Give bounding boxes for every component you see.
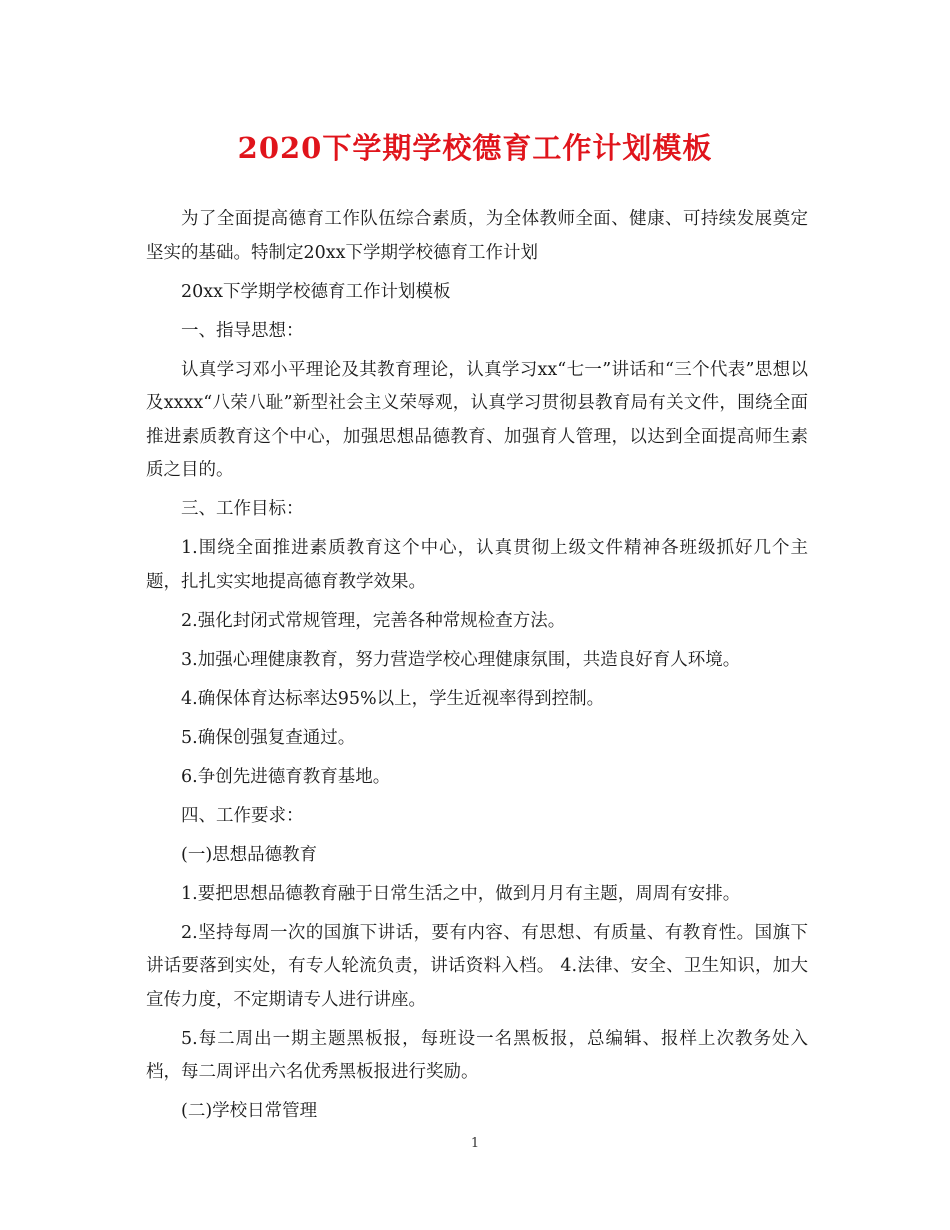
goal-item-4: 4.确保体育达标率达95%以上，学生近视率得到控制。 (181, 688, 605, 709)
page-number: 1 (470, 1136, 480, 1151)
goal-item-3: 3.加强心理健康教育，努力营造学校心理健康氛围，共造良好育人环境。 (181, 649, 741, 670)
document-body (146, 203, 808, 1134)
paragraph-subtitle: 20xx下学期学校德育工作计划模板 (181, 281, 451, 302)
goal-item-2: 2.强化封闭式常规管理，完善各种常规检查方法。 (181, 610, 566, 631)
section-heading-work-requirements: 四、工作要求： (181, 805, 304, 826)
subsection-heading-moral-education: (一)思想品德教育 (181, 844, 318, 865)
goal-item-5: 5.确保创强复查通过。 (181, 727, 356, 748)
paragraph-intro: 为了全面提高德育工作队伍综合素质，为全体教师全面、健康、可持续发展奠定坚实的基础。特制定20xx下学期学校德育工作计划 (146, 209, 808, 263)
requirement-item-5: 5.每二周出一期主题黑板报，每班设一名黑板报，总编辑、报样上次教务处入档，每二周评出六名优秀黑板报进行奖励。 (146, 1028, 808, 1082)
goal-item-6: 6.争创先进德育教育基地。 (181, 766, 391, 787)
section-heading-work-goals: 三、工作目标： (181, 499, 304, 519)
section-heading-guiding-ideology: 一、指导思想： (181, 320, 304, 341)
paragraph-guiding-ideology: 认真学习邓小平理论及其教育理论，认真学习xx“七一”讲话和“三个代表”思想以及xxxx“八荣八耻”新型社会主义荣辱观，认真学习贯彻县教育局有关文件，围绕全面推进素质教育这个中心，加强思想品德教育、加强育人管理，以达到全面提高师生素质之目的。 (146, 359, 808, 480)
goal-item-1: 1.围绕全面推进素质教育这个中心，认真贯彻上级文件精神各班级抓好几个主题，扎扎实实地提高德育教学效果。 (146, 538, 808, 592)
document-title: 2020下学期学校德育工作计划模板 (237, 131, 713, 165)
requirement-item-2: 2.坚持每周一次的国旗下讲话，要有内容、有思想、有质量、有教育性。国旗下讲话要落到实处，有专人轮流负责，讲话资料入档。 4.法律、安全、卫生知识，加大宣传力度，不定期请专人进行讲座。 (146, 922, 808, 1010)
requirement-item-1: 1.要把思想品德教育融于日常生活之中，做到月月有主题，周周有安排。 (181, 883, 741, 904)
subsection-heading-daily-management: (二)学校日常管理 (181, 1101, 318, 1121)
